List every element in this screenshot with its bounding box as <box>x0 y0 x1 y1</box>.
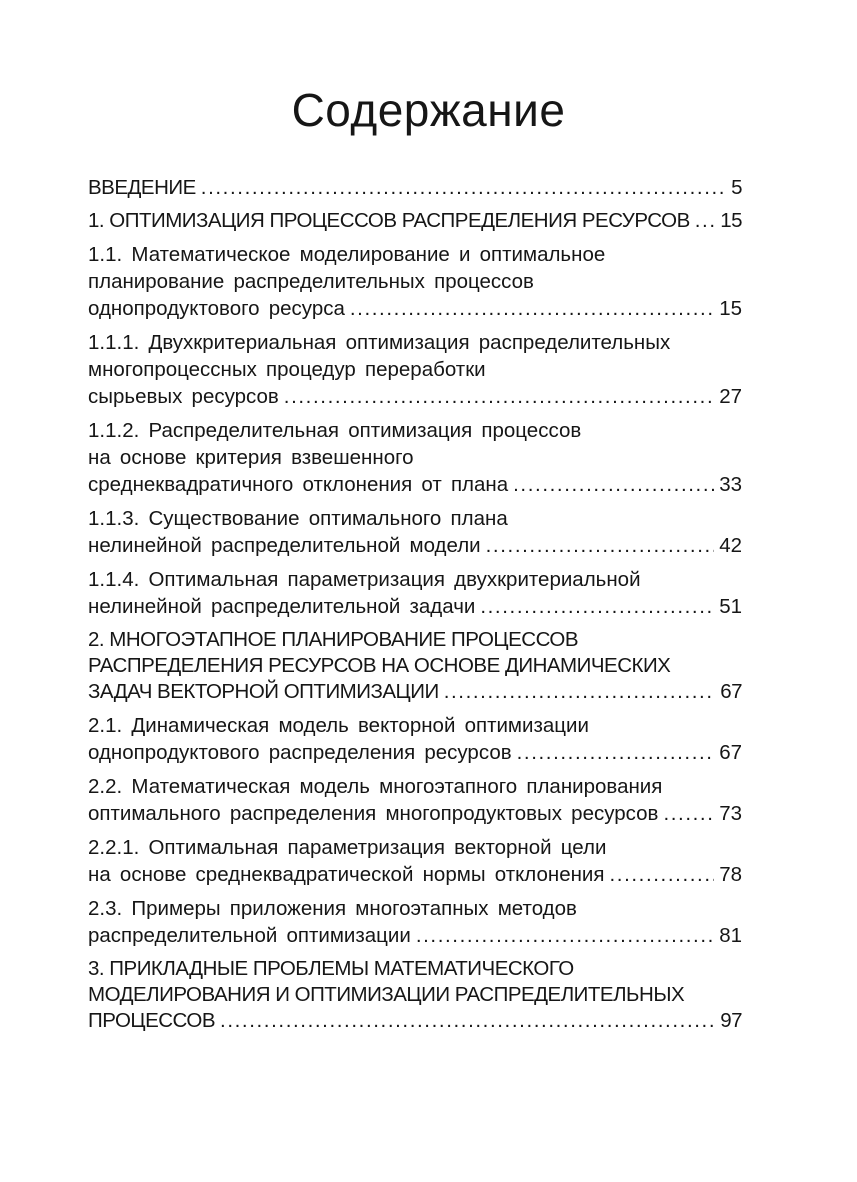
toc-entry-text: оптимального распределения многопродуктовых ресурсов <box>88 802 659 825</box>
page-number: 67 <box>719 741 742 764</box>
toc-entry-line: МОДЕЛИРОВАНИЯ И ОПТИМИЗАЦИИ РАСПРЕДЕЛИТЕЛЬНЫХ <box>88 983 685 1006</box>
toc-entry-line: 2.2. Математическая модель многоэтапного планирования <box>88 775 663 798</box>
toc-entry-line: 1.1. Математическое моделирование и оптимальное <box>88 243 606 266</box>
toc-entry-lastline <box>88 679 742 705</box>
toc-entry-line: планирование распределительных процессов <box>88 270 534 293</box>
toc-entry-line: 2.1. Динамическая модель векторной оптимизации <box>88 714 589 737</box>
toc-entry-lastline <box>88 208 742 234</box>
toc-entry <box>88 329 742 410</box>
dot-leader <box>609 861 714 888</box>
page-title: Содержание <box>291 84 566 136</box>
toc-list <box>88 175 742 1034</box>
toc-entry-line: на основе критерия взвешенного <box>88 446 414 469</box>
toc-entry <box>88 956 742 1034</box>
toc-entry-lastline <box>88 295 742 322</box>
page-number: 51 <box>719 595 742 618</box>
toc-entry-line: 2.3. Примеры приложения многоэтапных методов <box>88 897 577 920</box>
toc-entry-line: 1.1.3. Существование оптимального плана <box>88 507 508 530</box>
toc-entry-line: 1.1.4. Оптимальная параметризация двухкритериальной <box>88 568 641 591</box>
toc-entry-text: распределительной оптимизации <box>88 924 411 947</box>
page-number: 97 <box>720 1009 742 1032</box>
toc-entry-line: 2. МНОГОЭТАПНОЕ ПЛАНИРОВАНИЕ ПРОЦЕССОВ <box>88 628 579 651</box>
dot-leader <box>350 295 714 322</box>
toc-entry <box>88 208 742 234</box>
page-number: 15 <box>720 209 742 232</box>
toc-entry-line: 2.2.1. Оптимальная параметризация векторной цели <box>88 836 607 859</box>
dot-leader <box>517 739 715 766</box>
toc-entry-line: многопроцессных процедур переработки <box>88 358 486 381</box>
page-number: 73 <box>719 802 742 825</box>
toc-entry <box>88 505 742 559</box>
dot-leader <box>663 800 714 827</box>
toc-entry-line: РАСПРЕДЕЛЕНИЯ РЕСУРСОВ НА ОСНОВЕ ДИНАМИЧЕСКИХ <box>88 654 671 677</box>
dot-leader <box>284 383 714 410</box>
toc-entry-lastline <box>88 175 742 201</box>
toc-entry <box>88 417 742 498</box>
toc-entry-line: 3. ПРИКЛАДНЫЕ ПРОБЛЕМЫ МАТЕМАТИЧЕСКОГО <box>88 957 574 980</box>
toc-entry-lastline <box>88 861 742 888</box>
toc-entry-text: ВВЕДЕНИЕ <box>88 176 196 199</box>
toc-entry-text: однопродуктового ресурса <box>88 297 345 320</box>
page-number: 67 <box>720 680 742 703</box>
dot-leader <box>444 679 716 705</box>
toc-entry-text: на основе среднеквадратической нормы отклонения <box>88 863 605 886</box>
toc-entry-lastline <box>88 383 742 410</box>
dot-leader <box>486 532 715 559</box>
toc-entry <box>88 566 742 620</box>
toc-entry-text: 1. ОПТИМИЗАЦИЯ ПРОЦЕССОВ РАСПРЕДЕЛЕНИЯ РЕСУРСОВ <box>88 209 690 232</box>
page-number: 5 <box>731 176 742 199</box>
page-number: 33 <box>719 473 742 496</box>
toc-entry-lastline <box>88 739 742 766</box>
page-number: 81 <box>719 924 742 947</box>
toc-entry-text: однопродуктового распределения ресурсов <box>88 741 512 764</box>
toc-entry-lastline <box>88 593 742 620</box>
toc-entry-text: сырьевых ресурсов <box>88 385 279 408</box>
toc-entry <box>88 175 742 201</box>
dot-leader <box>513 471 714 498</box>
dot-leader <box>220 1008 715 1034</box>
dot-leader <box>416 922 714 949</box>
toc-entry-line: 1.1.2. Распределительная оптимизация процессов <box>88 419 582 442</box>
toc-entry-text: ПРОЦЕССОВ <box>88 1009 216 1032</box>
dot-leader <box>480 593 714 620</box>
toc-entry-text: ЗАДАЧ ВЕКТОРНОЙ ОПТИМИЗАЦИИ <box>88 680 439 703</box>
toc-entry-lastline <box>88 922 742 949</box>
toc-entry <box>88 627 742 705</box>
toc-entry-lastline <box>88 800 742 827</box>
dot-leader <box>695 208 715 234</box>
toc-entry-lastline <box>88 471 742 498</box>
toc-entry-text: нелинейной распределительной модели <box>88 534 481 557</box>
toc-entry <box>88 241 742 322</box>
page-number: 15 <box>719 297 742 320</box>
toc-entry-text: среднеквадратичного отклонения от плана <box>88 473 509 496</box>
page-number: 78 <box>719 863 742 886</box>
toc-entry <box>88 712 742 766</box>
toc-entry <box>88 895 742 949</box>
page-number: 27 <box>719 385 742 408</box>
toc-entry-lastline <box>88 1008 742 1034</box>
toc-entry <box>88 834 742 888</box>
toc-entry <box>88 773 742 827</box>
toc-entry-text: нелинейной распределительной задачи <box>88 595 476 618</box>
page-number: 42 <box>719 534 742 557</box>
toc-entry-line: 1.1.1. Двухкритериальная оптимизация распределительных <box>88 331 671 354</box>
toc-entry-lastline <box>88 532 742 559</box>
dot-leader <box>201 175 726 201</box>
